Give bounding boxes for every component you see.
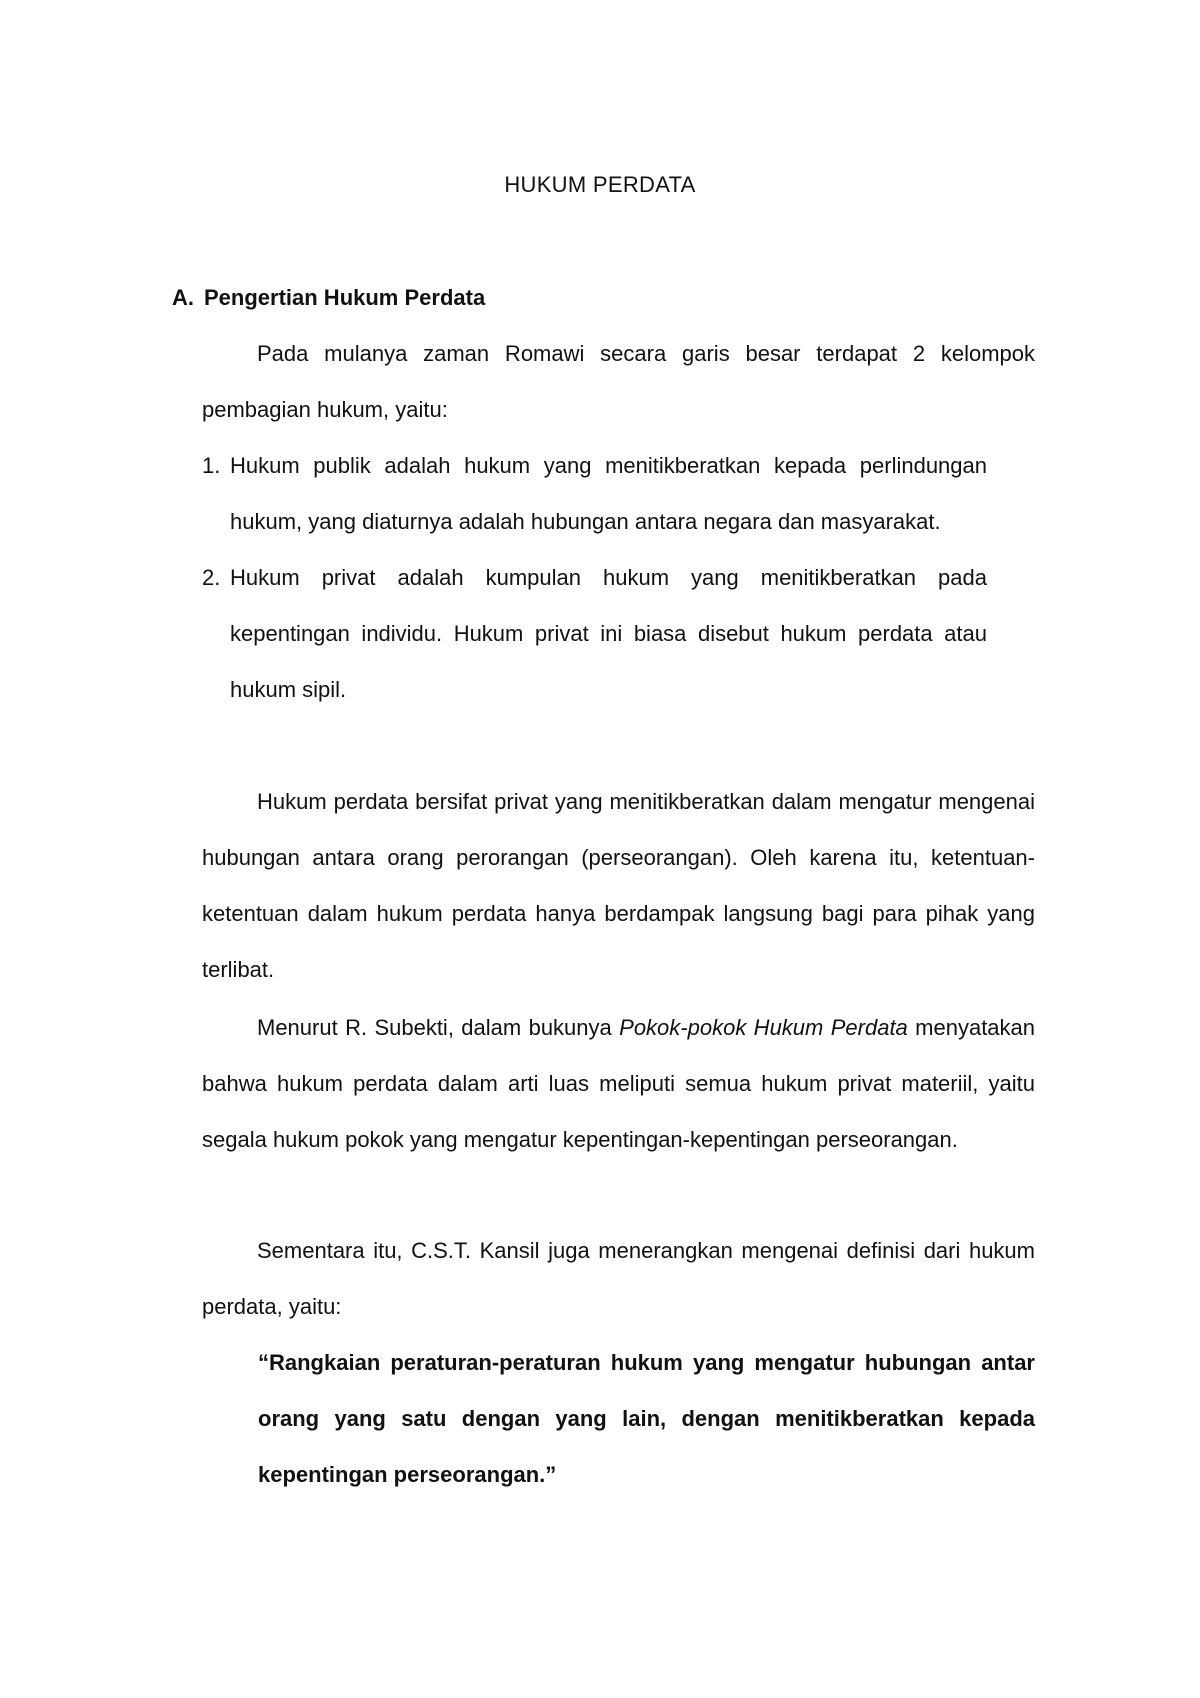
document-title: HUKUM PERDATA (504, 172, 696, 197)
section-heading-text: Pengertian Hukum Perdata (204, 285, 486, 310)
book-title: Pokok-pokok Hukum Perdata (619, 1015, 908, 1040)
section-letter: A. (172, 285, 194, 310)
paragraph-3-before: Menurut R. Subekti, dalam bukunya (257, 1015, 620, 1040)
section-heading (172, 285, 485, 311)
paragraph-3 (202, 1000, 1035, 1168)
paragraph-4: Sementara itu, C.S.T. Kansil juga menerangkan mengenai definisi dari hukum perdata, yaitu: (202, 1238, 1035, 1319)
intro-paragraph-block (202, 326, 1035, 438)
definition-quote: “Rangkaian peraturan-peraturan hukum yang mengatur hubungan antar orang yang satu dengan yang lain, dengan menitikberatkan kepada kepentingan perseorangan.” (258, 1350, 1035, 1487)
intro-paragraph: Pada mulanya zaman Romawi secara garis besar terdapat 2 kelompok pembagian hukum, yaitu: (202, 341, 1035, 422)
paragraph-3-after: menyatakan bahwa hukum perdata dalam arti luas meliputi semua hukum privat materiil, yaitu segala hukum pokok yang mengatur kepentingan-kepentingan perseorangan. (202, 1015, 1036, 1152)
list-item-number: 1. (202, 453, 221, 478)
list-item-number: 2. (202, 565, 221, 590)
list-item (202, 438, 987, 550)
list-item (202, 550, 987, 718)
list-item-text: Hukum privat adalah kumpulan hukum yang menitikberatkan pada kepentingan individu. Hukum privat ini biasa disebut hukum perdata atau hukum sipil. (230, 565, 987, 702)
paragraph-2-block (202, 774, 1035, 998)
paragraph-2: Hukum perdata bersifat privat yang menitikberatkan dalam mengatur mengenai hubungan antara orang perorangan (perseorangan). Oleh karena itu, ketentuan-ketentuan dalam hukum perdata hanya berdampak langsung bagi para pihak yang terlibat. (202, 789, 1035, 982)
law-division-list (202, 438, 987, 718)
paragraph-3-block (202, 1000, 1035, 1168)
list-item-text: Hukum publik adalah hukum yang menitikberatkan kepada perlindungan hukum, yang diaturnya adalah hubungan antara negara dan masyarakat. (230, 453, 987, 534)
paragraph-4-block (202, 1223, 1035, 1335)
